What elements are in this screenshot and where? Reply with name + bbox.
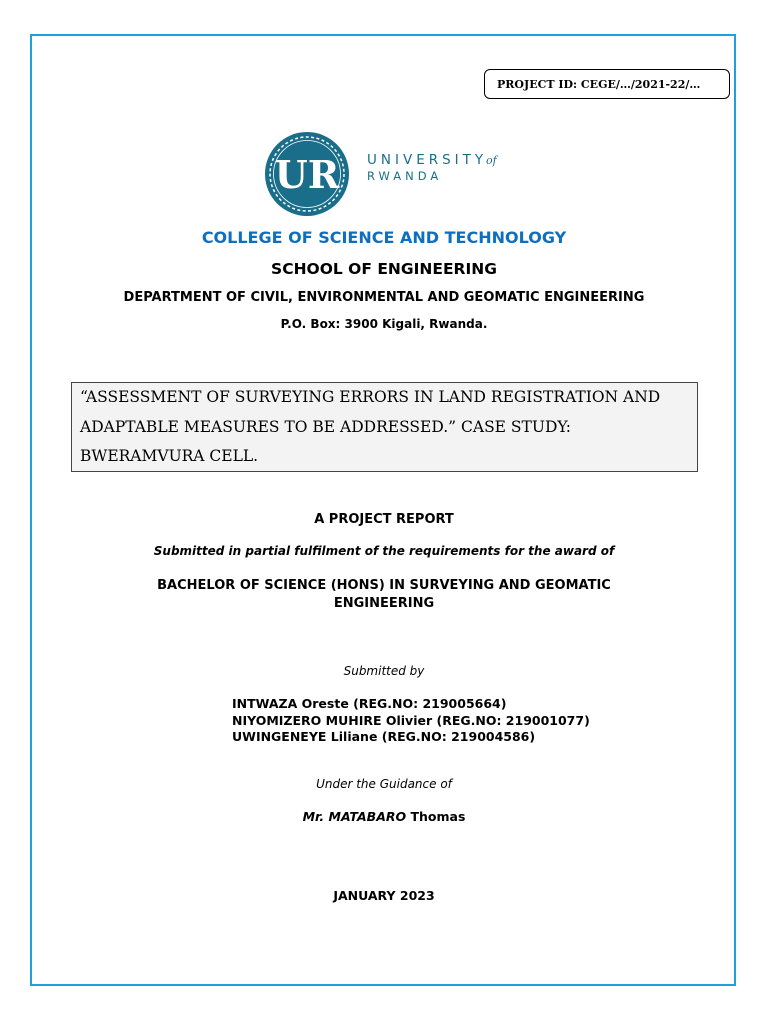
project-title-line: “ASSESSMENT OF SURVEYING ERRORS IN LAND REGISTRATION AND xyxy=(80,388,661,406)
logo-monogram: UR xyxy=(274,152,340,197)
college-heading: COLLEGE OF SCIENCE AND TECHNOLOGY xyxy=(201,228,567,247)
report-type: A PROJECT REPORT xyxy=(314,512,454,527)
project-title-box xyxy=(71,382,698,472)
project-title-line: BWERAMVURA CELL. xyxy=(80,447,259,465)
university-seal-icon xyxy=(262,131,502,217)
degree-title: BACHELOR OF SCIENCE (HONS) IN SURVEYING AND GEOMATIC ENGINEERING xyxy=(157,578,611,611)
project-id-box: PROJECT ID: CEGE/…/2021-22/… xyxy=(484,69,730,99)
student-list xyxy=(232,696,590,746)
student-entry: UWINGENEYE Liliane (REG.NO: 219004586) xyxy=(232,729,536,744)
project-title-line: ADAPTABLE MEASURES TO BE ADDRESSED.” CASE STUDY: xyxy=(80,417,571,436)
student-entry: INTWAZA Oreste (REG.NO: 219005664) xyxy=(232,696,507,711)
address-line: P.O. Box: 3900 Kigali, Rwanda. xyxy=(280,317,488,331)
logo-line2: RWANDA xyxy=(367,169,443,183)
supervisor-name xyxy=(0,809,768,824)
submission-date: JANUARY 2023 xyxy=(333,888,435,903)
guidance-label: Under the Guidance of xyxy=(316,777,452,791)
logo-of: of xyxy=(486,154,497,167)
university-logo xyxy=(262,131,502,217)
submitted-for-text: Submitted in partial fulfilment of the requirements for the award of xyxy=(153,544,615,558)
department-heading: DEPARTMENT OF CIVIL, ENVIRONMENTAL AND GEOMATIC ENGINEERING xyxy=(123,290,645,305)
supervisor-surname: Thomas xyxy=(410,809,466,824)
logo-line1: UNIVERSITY xyxy=(367,152,488,168)
submitted-by-label: Submitted by xyxy=(343,664,425,678)
student-entry: NIYOMIZERO MUHIRE Olivier (REG.NO: 219001077) xyxy=(232,712,590,728)
supervisor-title-name: Mr. MATABARO xyxy=(302,809,407,824)
school-heading: SCHOOL OF ENGINEERING xyxy=(271,260,497,278)
